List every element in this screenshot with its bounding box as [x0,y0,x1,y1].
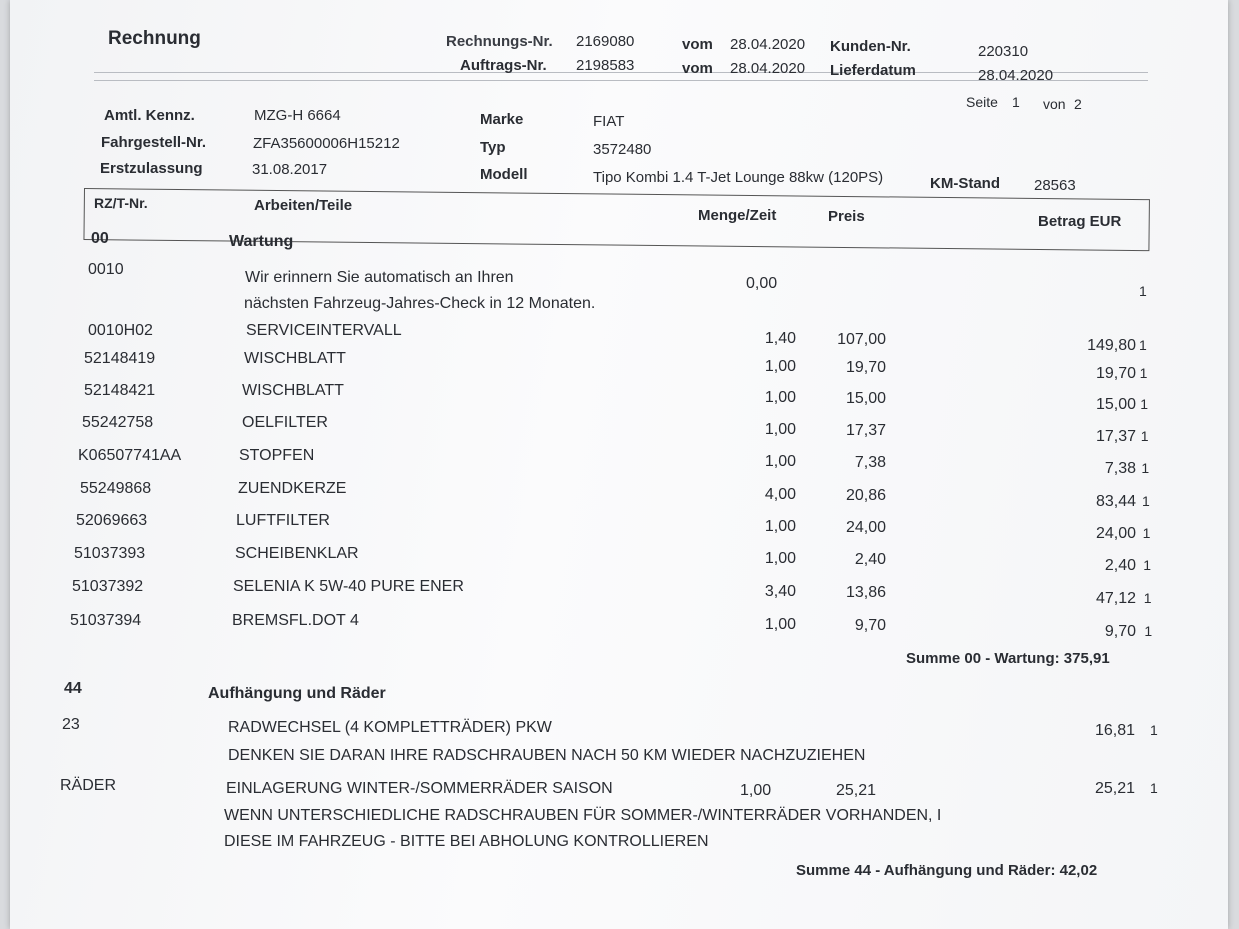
invoice-page [10,0,1228,929]
item-desc: SELENIA K 5W-40 PURE ENER [233,578,464,595]
rechnung-nr: 2169080 [576,33,635,50]
rechnung-label: Rechnungs-Nr. [446,33,553,50]
item-menge: 4,00 [764,486,796,503]
col-nr: RZ/T-Nr. [94,195,148,211]
item-betrag: 15,00 [1095,396,1136,414]
item-desc: LUFTFILTER [236,512,330,529]
item-preis: 107,00 [837,331,886,348]
item-nr: 52148421 [84,382,156,399]
item-flag: 1 [1139,364,1148,381]
item-betrag: 24,00 [1095,524,1136,542]
item-menge: 1,00 [764,357,796,375]
row2a-flag: 1 [1150,722,1158,738]
row2a-note: DENKEN SIE DARAN IHRE RADSCHRAUBEN NACH 50 KM WIEDER NACHZUZIEHEN [228,747,866,764]
item-preis: 20,86 [845,487,886,504]
item-menge: 1,40 [764,330,796,347]
row2b-nr: RÄDER [60,777,117,794]
item-menge: 1,00 [764,453,796,471]
fahrgestell-label: Fahrgestell-Nr. [101,134,207,151]
section2-summe: Summe 44 - Aufhängung und Räder: 42,02 [796,862,1098,879]
item-flag: 1 [1143,557,1151,574]
row2b-preis: 25,21 [836,782,877,799]
item-desc: SCHEIBENKLAR [235,545,359,562]
von-nr: 2 [1074,96,1082,112]
typ-label: Typ [480,139,506,156]
marke-value: FIAT [593,113,625,130]
item-nr: 52148419 [84,350,156,367]
item-desc: OELFILTER [242,414,328,431]
item-desc: ZUENDKERZE [238,480,347,497]
section2-code: 44 [64,680,82,697]
item-flag: 1 [1140,427,1149,444]
reminder-line2: nächsten Fahrzeug-Jahres-Check in 12 Monaten. [244,295,596,312]
item-flag: 1 [1143,589,1152,606]
row2b-flag: 1 [1150,780,1158,796]
item-nr: 55249868 [80,480,152,497]
auftrag-label: Auftrags-Nr. [460,57,547,74]
item-nr: 51037392 [72,578,144,595]
row2b-betrag: 25,21 [1094,780,1135,797]
item-preis: 15,00 [845,390,886,408]
km-label: KM-Stand [930,175,1000,192]
item-flag: 1 [1139,337,1147,353]
item-desc: SERVICEINTERVALL [246,322,402,339]
row2b-note1: WENN UNTERSCHIEDLICHE RADSCHRAUBEN FÜR SOMMER-/WINTERRÄDER VORHANDEN, I [224,807,942,824]
modell-label: Modell [480,166,528,183]
row2a-desc: RADWECHSEL (4 KOMPLETTRÄDER) PKW [228,719,552,736]
row2b-menge: 1,00 [740,782,772,799]
vom1-label: vom [682,36,713,53]
vom2-label: vom [682,60,713,77]
fahrgestell-value: ZFA35600006H15212 [253,135,400,152]
item-flag: 1 [1142,524,1151,541]
item-betrag: 9,70 [1104,623,1136,641]
item-nr: 51037394 [70,612,142,629]
erstzul-label: Erstzulassung [100,160,203,177]
item-betrag: 19,70 [1095,364,1136,382]
item-nr: 55242758 [82,414,154,431]
item-nr: 52069663 [76,512,148,529]
item-nr: 51037393 [74,545,146,562]
section1-title: Wartung [229,233,294,250]
row2a-nr: 23 [62,716,80,733]
item-betrag: 17,37 [1095,427,1136,445]
kunden-nr: 220310 [978,43,1029,60]
reminder-menge: 0,00 [746,275,778,292]
auftrag-nr: 2198583 [576,57,635,74]
section1-summe: Summe 00 - Wartung: 375,91 [906,650,1110,667]
reminder-nr: 0010 [88,261,124,278]
section1-code: 00 [91,230,109,247]
item-preis: 24,00 [845,518,886,536]
von-label: von [1043,96,1066,112]
seite-label: Seite [966,94,998,110]
km-value: 28563 [1034,177,1076,194]
document-title: Rechnung [108,28,201,49]
liefer-label: Lieferdatum [830,62,916,79]
reminder-line1: Wir erinnern Sie automatisch an Ihren [245,269,514,286]
header-rule-2 [94,80,1148,81]
item-preis: 13,86 [845,583,886,601]
vom2-date: 28.04.2020 [730,60,806,77]
item-preis: 7,38 [854,454,886,472]
item-flag: 1 [1144,623,1153,640]
col-betrag: Betrag EUR [1038,213,1122,230]
modell-value: Tipo Kombi 1.4 T-Jet Lounge 88kw (120PS) [593,169,884,186]
col-menge: Menge/Zeit [698,207,777,224]
item-desc: BREMSFL.DOT 4 [232,612,359,629]
liefer-date: 28.04.2020 [978,67,1054,84]
item-desc: WISCHBLATT [242,382,344,399]
item-betrag: 2,40 [1104,557,1136,575]
row2b-desc: EINLAGERUNG WINTER-/SOMMERRÄDER SAISON [226,780,613,797]
item-betrag: 149,80 [1087,337,1136,354]
item-preis: 19,70 [845,358,886,376]
item-betrag: 83,44 [1095,493,1136,510]
item-menge: 1,00 [764,420,796,438]
reminder-flag: 1 [1139,283,1147,299]
item-desc: WISCHBLATT [244,350,346,367]
section2-title: Aufhängung und Räder [208,685,386,702]
kunden-label: Kunden-Nr. [830,38,911,55]
col-preis: Preis [828,208,865,225]
item-desc: STOPFEN [239,447,315,464]
item-menge: 1,00 [764,389,796,407]
item-preis: 17,37 [845,421,886,439]
item-betrag: 7,38 [1104,460,1136,478]
kennz-value: MZG-H 6664 [254,107,341,124]
erstzul-value: 31.08.2017 [252,161,328,178]
item-preis: 2,40 [854,551,886,569]
item-flag: 1 [1140,396,1148,413]
item-flag: 1 [1142,493,1150,509]
item-preis: 9,70 [854,617,886,635]
vom1-date: 28.04.2020 [730,36,806,53]
item-betrag: 47,12 [1095,589,1136,607]
item-menge: 1,00 [764,616,796,634]
typ-value: 3572480 [593,141,652,158]
seite-nr: 1 [1012,94,1020,110]
col-arbeiten: Arbeiten/Teile [254,197,353,214]
item-nr: K06507741AA [78,447,182,464]
item-menge: 1,00 [764,517,796,535]
kennz-label: Amtl. Kennz. [104,107,195,124]
row2b-note2: DIESE IM FAHRZEUG - BITTE BEI ABHOLUNG KONTROLLIEREN [224,833,709,850]
item-nr: 0010H02 [88,322,153,339]
item-flag: 1 [1141,460,1150,477]
item-menge: 3,40 [764,582,796,600]
row2a-betrag: 16,81 [1094,722,1135,739]
item-menge: 1,00 [764,550,796,568]
marke-label: Marke [480,111,524,128]
